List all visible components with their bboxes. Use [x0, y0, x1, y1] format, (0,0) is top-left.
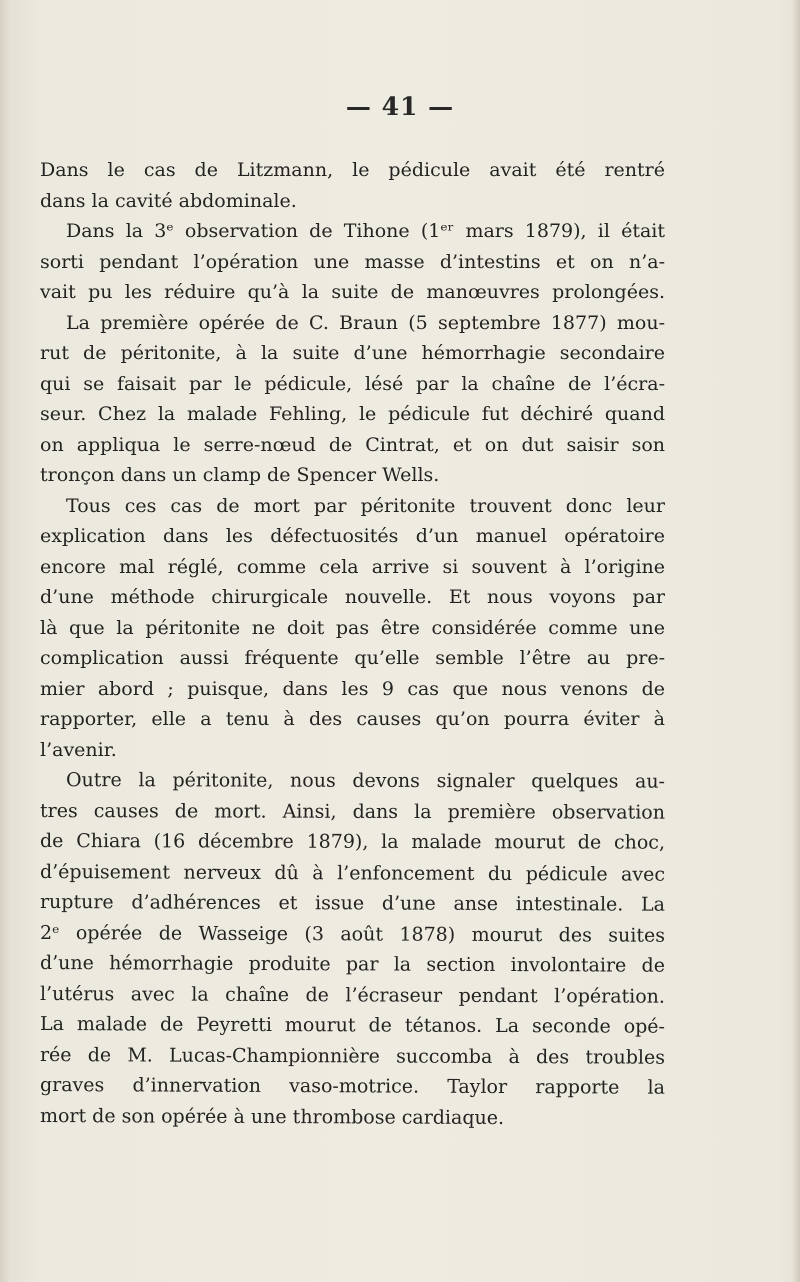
text-line: d’une hémorrhagie produite par la section involontaire de — [39, 952, 666, 977]
page-left-edge — [0, 0, 10, 1282]
text-line: tres causes de mort. Ainsi, dans la première observation — [39, 799, 666, 824]
text-line: on appliqua le serre-nœud de Cintrat, et on dut saisir son — [40, 433, 665, 456]
text-line: rée de M. Lucas-Championnière succomba à des troubles — [39, 1043, 666, 1069]
text-line: là que la péritonite ne doit pas être considérée comme une — [40, 616, 665, 639]
text-line: d’une méthode chirurgicale nouvelle. Et nous voyons par — [40, 586, 665, 608]
text-line: La première opérée de C. Braun (5 septembre 1877) mou- — [66, 311, 665, 334]
text-line: 2ᵉ opérée de Wasseige (3 août 1878) mourut des suites — [39, 921, 666, 947]
text-line: La malade de Peyretti mourut de tétanos. La seconde opé- — [39, 1013, 666, 1038]
text-line: rapporter, elle a tenu à des causes qu’on pourra éviter à — [40, 708, 665, 730]
page-right-edge — [792, 0, 800, 1282]
text-line: l’avenir. — [40, 738, 117, 761]
text-line: rut de péritonite, à la suite d’une hémorrhagie secondaire — [40, 342, 665, 364]
text-line: Outre la péritonite, nous devons signaler quelques au- — [65, 769, 666, 793]
text-line: encore mal réglé, comme cela arrive si souvent à l’origine — [40, 555, 665, 578]
text-line: tronçon dans un clamp de Spencer Wells. — [40, 464, 440, 486]
text-line: Dans le cas de Litzmann, le pédicule avait été rentré — [40, 159, 665, 181]
text-line: de Chiara (16 décembre 1879), la malade mourut de choc, — [39, 830, 666, 854]
text-line: mort de son opérée à une thrombose cardiaque. — [39, 1104, 505, 1129]
page-number: — 41 — — [345, 92, 455, 121]
text-line: qui se faisait par le pédicule, lésé par la chaîne de l’écra- — [40, 372, 665, 395]
text-line: dans la cavité abdominale. — [40, 189, 297, 212]
text-line: complication aussi fréquente qu’elle semble l’être au pre- — [40, 647, 665, 669]
text-line: mier abord ; puisque, dans les 9 cas que nous venons de — [40, 677, 665, 700]
text-line: Dans la 3ᵉ observation de Tihone (1ᵉʳ mars 1879), il était — [66, 220, 665, 242]
text-line: d’épuisement nerveux dû à l’enfoncement du pédicule avec — [39, 860, 666, 886]
text-line: sorti pendant l’opération une masse d’intestins et on n’a- — [40, 250, 665, 273]
text-line: vait pu les réduire qu’à la suite de manœuvres prolongées. — [40, 281, 665, 303]
text-line: l’utérus avec la chaîne de l’écraseur pendant l’opération. — [39, 982, 666, 1008]
text-line: explication dans les défectuosités d’un manuel opératoire — [40, 525, 665, 547]
text-line: seur. Chez la malade Fehling, le pédicule fut déchiré quand — [40, 403, 665, 425]
text-line: Tous ces cas de mort par péritonite trouvent donc leur — [66, 494, 665, 517]
text-line: rupture d’adhérences et issue d’une anse intestinale. La — [39, 891, 666, 916]
body-text — [40, 155, 665, 1131]
text-line: graves d’innervation vaso-motrice. Taylor rapporte la — [39, 1074, 666, 1099]
